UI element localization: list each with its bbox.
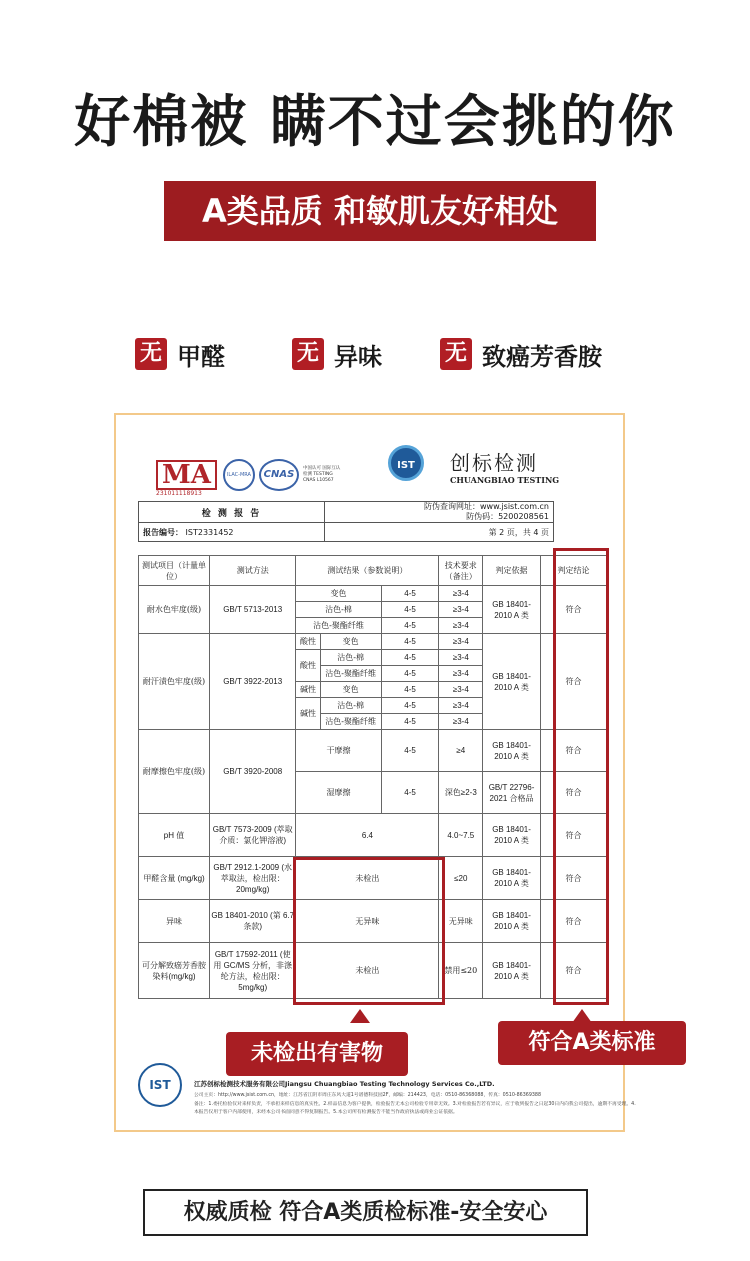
- test-item: 甲醛含量 (mg/kg): [139, 857, 210, 900]
- table-row: [139, 634, 607, 650]
- test-item: 耐摩擦色牢度(级): [139, 730, 210, 814]
- result-value: 4-5: [381, 772, 439, 814]
- conclusion: 符合: [540, 730, 606, 772]
- query-code: 防伪码：5200208561: [466, 512, 549, 521]
- cma-logo: MA: [156, 460, 217, 490]
- conclusion: 符合: [540, 900, 606, 943]
- test-method: GB/T 7573-2009 (萃取介质：氯化钾溶液): [210, 814, 296, 857]
- sub-item: 沾色-聚酯纤维: [320, 666, 381, 682]
- column-header: 技术要求（备注）: [439, 556, 483, 586]
- requirement: ≥3-4: [439, 602, 483, 618]
- brand-name-cn: 创标检测: [450, 451, 538, 475]
- feature-list: [0, 336, 750, 372]
- report-header-table: [138, 501, 554, 542]
- requirement: 禁用≤20: [439, 943, 483, 999]
- test-item: 耐汗渍色牢度(级): [139, 634, 210, 730]
- feature-item-amine: [440, 336, 602, 372]
- feature-item-formaldehyde: [135, 336, 225, 372]
- basis: GB 18401-2010 A 类: [483, 730, 541, 772]
- footer-company: 江苏创标检测技术服务有限公司Jiangsu Chuangbiao Testing Technology Services Co.,LTD.: [194, 1080, 495, 1088]
- result-value: 4-5: [381, 602, 439, 618]
- requirement: ≥3-4: [439, 666, 483, 682]
- bottom-slogan: 权威质检 符合A类质检标准-安全安心: [143, 1189, 588, 1236]
- footer-note-1: 备注：1.委托检验仅对来样负责，不承担来样信息的真实性。2.样品信息为客户提供，检验报告无本公司检验专用章无效。3.对检验报告若有异议，应于收到报告之日起30日内向我公司提出，逾期不再受理。4.: [194, 1102, 636, 1107]
- test-item: 耐水色牢度(级): [139, 586, 210, 634]
- conclusion-highlight-box: [553, 548, 609, 1005]
- requirement: ≥3-4: [439, 634, 483, 650]
- basis: GB 18401-2010 A 类: [483, 814, 541, 857]
- sub-item: 变色: [296, 586, 381, 602]
- feature-label: 甲醛: [177, 342, 225, 371]
- basis: GB 18401-2010 A 类: [483, 943, 541, 999]
- certification-logos: [156, 455, 343, 495]
- quality-banner: A类品质 和敏肌友好相处: [164, 181, 596, 241]
- result-value: 4-5: [381, 634, 439, 650]
- query-info: [325, 502, 554, 523]
- sub-item: 变色: [320, 634, 381, 650]
- result-value: 4-5: [381, 714, 439, 730]
- cma-number: 231011118913: [156, 490, 202, 497]
- sub-item: 沾色-棉: [296, 602, 381, 618]
- alkali-label: 碱性: [296, 682, 320, 698]
- basis: GB 18401-2010 A 类: [483, 634, 541, 730]
- basis: GB 18401-2010 A 类: [483, 586, 541, 634]
- test-report: [114, 413, 656, 1132]
- conclusion: 符合: [540, 857, 606, 900]
- table-header-row: [139, 556, 607, 586]
- result-value: 未检出: [296, 857, 439, 900]
- requirement: 4.0~7.5: [439, 814, 483, 857]
- report-title: 检 测 报 告: [139, 502, 325, 523]
- no-badge-icon: 无: [135, 338, 167, 370]
- requirement: ≥4: [439, 730, 483, 772]
- callout-arrow-left: [350, 1009, 370, 1023]
- test-item: 异味: [139, 900, 210, 943]
- test-method: GB/T 3922-2013: [210, 634, 296, 730]
- footer-ist-logo: IST: [138, 1063, 182, 1107]
- sub-item: 沾色-棉: [320, 698, 381, 714]
- test-item: pH 值: [139, 814, 210, 857]
- requirement: 深色≥2-3: [439, 772, 483, 814]
- result-value: 6.4: [296, 814, 439, 857]
- column-header: 测试方法: [210, 556, 296, 586]
- conclusion: 符合: [540, 586, 606, 634]
- requirement: ≥3-4: [439, 714, 483, 730]
- column-header: 测试结果（参数说明）: [296, 556, 439, 586]
- cnas-logo: CNAS: [259, 459, 299, 491]
- test-method: GB 18401-2010 (第 6.7 条款): [210, 900, 296, 943]
- result-value: 未检出: [296, 943, 439, 999]
- ist-logo: IST: [388, 445, 424, 481]
- result-value: 4-5: [381, 730, 439, 772]
- ilac-mra-logo: ILAC-MRA: [223, 459, 255, 491]
- feature-label: 致癌芳香胺: [482, 342, 602, 371]
- result-value: 4-5: [381, 698, 439, 714]
- conclusion: 符合: [540, 943, 606, 999]
- feature-item-odor: [292, 336, 382, 372]
- result-value: 无异味: [296, 900, 439, 943]
- test-method: GB/T 5713-2013: [210, 586, 296, 634]
- requirement: ≥3-4: [439, 586, 483, 602]
- report-number-cell: [139, 523, 325, 542]
- requirement: 无异味: [439, 900, 483, 943]
- brand-name-en: CHUANGBIAO TESTING: [450, 475, 560, 485]
- footer-contact: 公司主页：http://www.jsist.com.cn，地址：江苏省江阴市周庄东风大道1号谱德科技园2F，邮编：214423，电话：0510-86368088，传真：0510-86369388: [194, 1093, 542, 1098]
- requirement: ≤20: [439, 857, 483, 900]
- table-row: [139, 730, 607, 772]
- cnas-text: 中国认可 国际互认 检测 TESTING CNAS L10567: [302, 466, 341, 483]
- harmful-highlight-box: [293, 857, 445, 1005]
- result-value: 4-5: [381, 618, 439, 634]
- acid-label: 酸性: [296, 650, 320, 682]
- callout-no-harmful: 未检出有害物: [226, 1032, 408, 1076]
- conclusion: 符合: [540, 772, 606, 814]
- basis: GB 18401-2010 A 类: [483, 857, 541, 900]
- basis: GB 18401-2010 A 类: [483, 900, 541, 943]
- footer-note-2: 本报告仅用于客户内部使用，未经本公司书面同意不得复制报告。5.本公司所有检测报告不能当作政府执法或商业公证依据。: [194, 1110, 458, 1115]
- requirement: ≥3-4: [439, 698, 483, 714]
- feature-label: 异味: [334, 342, 382, 371]
- sub-item: 变色: [320, 682, 381, 698]
- requirement: ≥3-4: [439, 618, 483, 634]
- query-site: 防伪查询网址：www.jsist.com.cn: [424, 502, 549, 511]
- basis: GB/T 22796-2021 合格品: [483, 772, 541, 814]
- sub-item: 沾色-聚酯纤维: [296, 618, 381, 634]
- column-header: 判定依据: [483, 556, 541, 586]
- report-number: IST2331452: [185, 527, 234, 537]
- conclusion: 符合: [540, 814, 606, 857]
- sub-item: 湿摩擦: [296, 772, 381, 814]
- requirement: ≥3-4: [439, 650, 483, 666]
- no-badge-icon: 无: [440, 338, 472, 370]
- requirement: ≥3-4: [439, 682, 483, 698]
- page-number: 第 2 页，共 4 页: [325, 523, 554, 542]
- test-method: GB/T 3920-2008: [210, 730, 296, 814]
- result-value: 4-5: [381, 586, 439, 602]
- acid-label: 酸性: [296, 634, 320, 650]
- conclusion: 符合: [540, 634, 606, 730]
- test-method: GB/T 2912.1-2009 (水萃取法，检出限：20mg/kg): [210, 857, 296, 900]
- sub-item: 干摩擦: [296, 730, 381, 772]
- column-header: 判定结论: [540, 556, 606, 586]
- sub-item: 沾色-聚酯纤维: [320, 714, 381, 730]
- callout-class-a: 符合A类标准: [498, 1021, 686, 1065]
- alkali-label: 碱性: [296, 698, 320, 730]
- result-value: 4-5: [381, 682, 439, 698]
- table-row: [139, 586, 607, 602]
- test-item: 可分解致癌芳香胺染料(mg/kg): [139, 943, 210, 999]
- page-title: 好棉被 瞒不过会挑的你: [74, 90, 676, 155]
- result-value: 4-5: [381, 666, 439, 682]
- test-method: GB/T 17592-2011 (使用 GC/MS 分析，非涤纶方法，检出限：5mg/kg): [210, 943, 296, 999]
- no-badge-icon: 无: [292, 338, 324, 370]
- sub-item: 沾色-棉: [320, 650, 381, 666]
- report-number-label: 报告编号：: [143, 527, 183, 537]
- table-row: [139, 814, 607, 857]
- result-value: 4-5: [381, 650, 439, 666]
- column-header: 测试项目（计量单位）: [139, 556, 210, 586]
